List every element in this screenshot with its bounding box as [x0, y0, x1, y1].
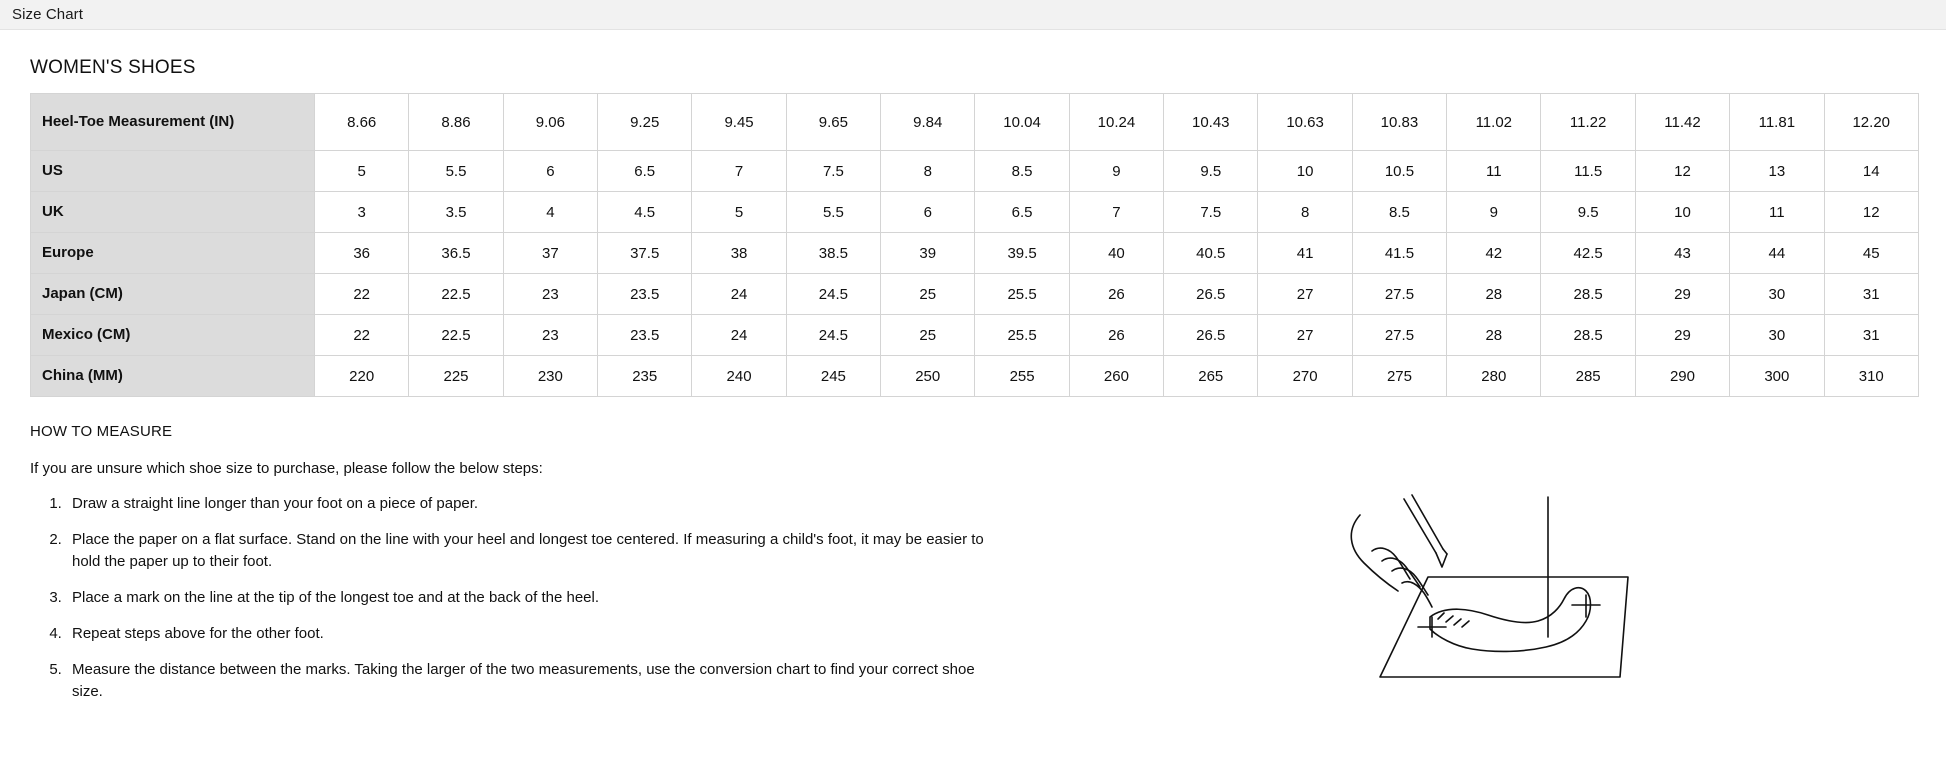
table-cell: 7: [1069, 192, 1163, 233]
list-item: 5. Measure the distance between the marks. Taking the larger of the two measurements, use the conversion chart to find your correct shoe size.: [66, 659, 990, 702]
list-item: 1. Draw a straight line longer than your foot on a piece of paper.: [66, 493, 990, 514]
table-cell: 5: [315, 151, 409, 192]
table-cell: 31: [1824, 274, 1919, 315]
table-cell: 22: [315, 315, 409, 356]
measure-steps-list: [30, 493, 990, 717]
table-cell: 9.06: [503, 94, 597, 151]
table-cell: 11.5: [1541, 151, 1635, 192]
table-cell: 8: [881, 151, 975, 192]
table-cell: 11.22: [1541, 94, 1635, 151]
table-cell: 23.5: [598, 274, 692, 315]
table-cell: 9: [1447, 192, 1541, 233]
table-cell: 31: [1824, 315, 1919, 356]
table-cell: 25: [881, 274, 975, 315]
table-cell: 44: [1730, 233, 1824, 274]
table-cell: 9.5: [1541, 192, 1635, 233]
how-to-measure-title: HOW TO MEASURE: [30, 423, 173, 440]
table-cell: 39.5: [975, 233, 1069, 274]
table-cell: 11.42: [1635, 94, 1729, 151]
table-cell: 37: [503, 233, 597, 274]
table-cell: 27.5: [1352, 274, 1446, 315]
table-cell: 28: [1447, 274, 1541, 315]
table-cell: 8.5: [1352, 192, 1446, 233]
table-cell: 12: [1635, 151, 1729, 192]
table-cell: 8: [1258, 192, 1352, 233]
table-cell: 8.86: [409, 94, 503, 151]
table-cell: 37.5: [598, 233, 692, 274]
table-cell: 6: [881, 192, 975, 233]
table-cell: 25: [881, 315, 975, 356]
table-cell: 8.66: [315, 94, 409, 151]
table-cell: 23: [503, 315, 597, 356]
table-cell: 280: [1447, 356, 1541, 397]
table-cell: 9: [1069, 151, 1163, 192]
table-cell: 4: [503, 192, 597, 233]
table-cell: 10.43: [1164, 94, 1258, 151]
table-cell: 9.65: [786, 94, 880, 151]
table-cell: 41: [1258, 233, 1352, 274]
how-to-measure-body: [30, 477, 1916, 717]
table-cell: 9.45: [692, 94, 786, 151]
table-cell: 7: [692, 151, 786, 192]
table-cell: 240: [692, 356, 786, 397]
row-header-us: US: [31, 151, 315, 192]
table-cell: 27.5: [1352, 315, 1446, 356]
table-cell: 28: [1447, 315, 1541, 356]
table-cell: 38.5: [786, 233, 880, 274]
table-cell: 36.5: [409, 233, 503, 274]
table-cell: 5.5: [786, 192, 880, 233]
table-cell: 10.24: [1069, 94, 1163, 151]
table-cell: 39: [881, 233, 975, 274]
table-row: [31, 233, 1919, 274]
table-cell: 29: [1635, 274, 1729, 315]
table-cell: 40.5: [1164, 233, 1258, 274]
table-cell: 5.5: [409, 151, 503, 192]
table-cell: 11: [1730, 192, 1824, 233]
table-cell: 285: [1541, 356, 1635, 397]
table-cell: 6: [503, 151, 597, 192]
table-cell: 13: [1730, 151, 1824, 192]
row-header-japan: Japan (CM): [31, 274, 315, 315]
table-cell: 24: [692, 274, 786, 315]
foot-measuring-illustration: [1320, 487, 1650, 692]
table-cell: 27: [1258, 274, 1352, 315]
table-cell: 220: [315, 356, 409, 397]
table-cell: 310: [1824, 356, 1919, 397]
table-cell: 12.20: [1824, 94, 1919, 151]
list-item: 3. Place a mark on the line at the tip of the longest toe and at the back of the heel.: [66, 587, 990, 608]
table-cell: 24: [692, 315, 786, 356]
table-row: [31, 274, 1919, 315]
top-bar: [0, 0, 1946, 30]
table-cell: 41.5: [1352, 233, 1446, 274]
table-row: [31, 315, 1919, 356]
table-cell: 38: [692, 233, 786, 274]
table-cell: 25.5: [975, 274, 1069, 315]
table-cell: 24.5: [786, 315, 880, 356]
table-cell: 10: [1635, 192, 1729, 233]
table-cell: 260: [1069, 356, 1163, 397]
table-cell: 25.5: [975, 315, 1069, 356]
table-cell: 45: [1824, 233, 1919, 274]
table-cell: 29: [1635, 315, 1729, 356]
table-cell: 245: [786, 356, 880, 397]
table-cell: 290: [1635, 356, 1729, 397]
table-cell: 24.5: [786, 274, 880, 315]
table-cell: 11: [1447, 151, 1541, 192]
table-cell: 7.5: [786, 151, 880, 192]
table-cell: 42: [1447, 233, 1541, 274]
table-cell: 3.5: [409, 192, 503, 233]
table-cell: 270: [1258, 356, 1352, 397]
table-cell: 26.5: [1164, 274, 1258, 315]
table-cell: 3: [315, 192, 409, 233]
size-conversion-table: [30, 93, 1919, 397]
section-title: WOMEN'S SHOES: [30, 57, 196, 78]
table-cell: 10.04: [975, 94, 1069, 151]
table-cell: 23: [503, 274, 597, 315]
table-cell: 43: [1635, 233, 1729, 274]
table-cell: 14: [1824, 151, 1919, 192]
table-cell: 9.25: [598, 94, 692, 151]
table-cell: 26: [1069, 315, 1163, 356]
table-cell: 26.5: [1164, 315, 1258, 356]
how-to-measure-section: [30, 423, 1916, 717]
size-table-body: [31, 94, 1919, 397]
row-header-heel-toe: Heel-Toe Measurement (IN): [31, 94, 315, 151]
table-cell: 22: [315, 274, 409, 315]
row-header-europe: Europe: [31, 233, 315, 274]
table-cell: 10.83: [1352, 94, 1446, 151]
table-cell: 23.5: [598, 315, 692, 356]
table-cell: 27: [1258, 315, 1352, 356]
table-cell: 11.02: [1447, 94, 1541, 151]
table-cell: 5: [692, 192, 786, 233]
row-header-mexico: Mexico (CM): [31, 315, 315, 356]
table-cell: 255: [975, 356, 1069, 397]
table-cell: 12: [1824, 192, 1919, 233]
table-row: [31, 192, 1919, 233]
row-header-uk: UK: [31, 192, 315, 233]
table-row: [31, 356, 1919, 397]
table-cell: 10: [1258, 151, 1352, 192]
table-cell: 36: [315, 233, 409, 274]
foot-measure-icon: [1320, 487, 1650, 687]
table-cell: 225: [409, 356, 503, 397]
table-cell: 7.5: [1164, 192, 1258, 233]
table-cell: 26: [1069, 274, 1163, 315]
table-cell: 275: [1352, 356, 1446, 397]
list-item: 2. Place the paper on a flat surface. Stand on the line with your heel and longest toe centered. If measuring a child's foot, it may be easier to hold the paper up to their foot.: [66, 529, 990, 572]
table-cell: 42.5: [1541, 233, 1635, 274]
table-cell: 250: [881, 356, 975, 397]
table-cell: 11.81: [1730, 94, 1824, 151]
table-cell: 6.5: [975, 192, 1069, 233]
table-cell: 235: [598, 356, 692, 397]
page-content: [0, 57, 1946, 717]
table-cell: 10.63: [1258, 94, 1352, 151]
table-cell: 28.5: [1541, 274, 1635, 315]
table-cell: 10.5: [1352, 151, 1446, 192]
table-cell: 30: [1730, 274, 1824, 315]
row-header-china: China (MM): [31, 356, 315, 397]
table-cell: 265: [1164, 356, 1258, 397]
table-cell: 9.84: [881, 94, 975, 151]
table-cell: 22.5: [409, 274, 503, 315]
table-cell: 28.5: [1541, 315, 1635, 356]
table-row: [31, 151, 1919, 192]
table-cell: 9.5: [1164, 151, 1258, 192]
table-cell: 6.5: [598, 151, 692, 192]
how-to-measure-intro: If you are unsure which shoe size to purchase, please follow the below steps:: [30, 460, 543, 477]
list-item: 4. Repeat steps above for the other foot.: [66, 623, 990, 644]
table-cell: 22.5: [409, 315, 503, 356]
table-cell: 40: [1069, 233, 1163, 274]
table-cell: 4.5: [598, 192, 692, 233]
table-row: [31, 94, 1919, 151]
page-title: Size Chart: [12, 6, 84, 23]
table-cell: 30: [1730, 315, 1824, 356]
table-cell: 230: [503, 356, 597, 397]
table-cell: 8.5: [975, 151, 1069, 192]
table-cell: 300: [1730, 356, 1824, 397]
